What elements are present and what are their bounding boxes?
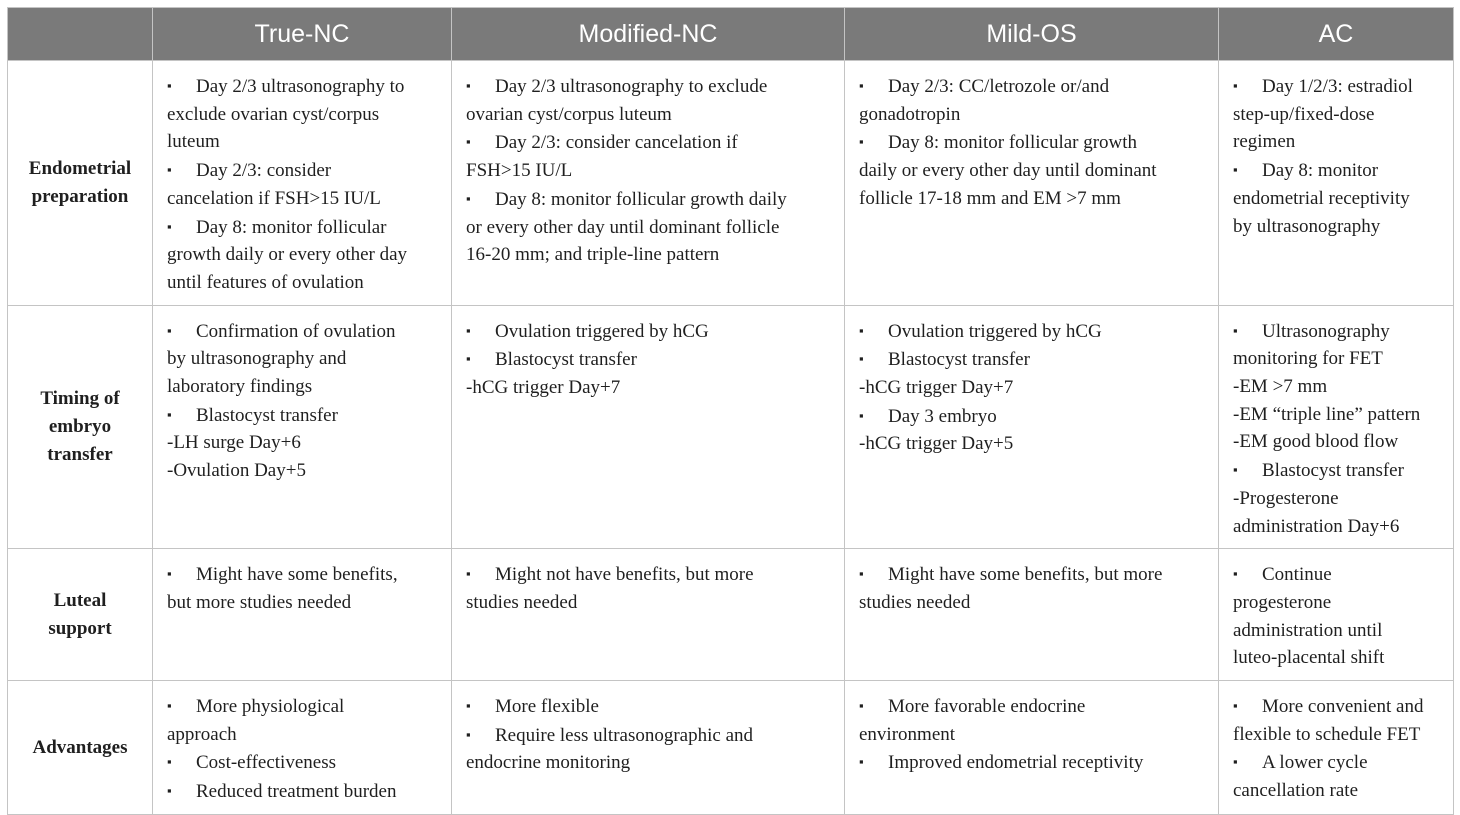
cell-text-line: but more studies needed bbox=[167, 591, 352, 613]
table-cell bbox=[845, 305, 1219, 549]
cell-text-line: luteum bbox=[167, 131, 220, 153]
row-advantages bbox=[8, 681, 1454, 815]
bullet-item: ▪ Day 2/3: consider bbox=[167, 156, 441, 185]
row-label-line: Endometrial bbox=[28, 158, 132, 180]
table-cell bbox=[153, 305, 452, 549]
cell-text-line: environment bbox=[859, 723, 956, 745]
bullet-item: ▪ Day 3 embryo bbox=[859, 402, 1208, 431]
table-cell bbox=[1219, 305, 1454, 549]
cell-text-line: -EM “triple line” pattern bbox=[1233, 403, 1421, 425]
bullet-item: ▪ Blastocyst transfer bbox=[466, 345, 834, 374]
cell-text-line: FSH>15 IU/L bbox=[466, 160, 573, 182]
row-label-line: support bbox=[48, 617, 112, 639]
bullet-item: ▪ Cost-effectiveness bbox=[167, 748, 441, 777]
table-cell bbox=[153, 61, 452, 306]
cell-text-line: regimen bbox=[1233, 131, 1296, 153]
cell-text-line: -hCG trigger Day+7 bbox=[859, 377, 1014, 399]
table-cell bbox=[1219, 681, 1454, 815]
cell-text-line: administration until bbox=[1233, 619, 1383, 641]
header-row bbox=[8, 8, 1454, 61]
bullet-item: ▪ Day 2/3 ultrasonography to exclude bbox=[466, 72, 834, 101]
row-timing-of-embryo-transfer bbox=[8, 305, 1454, 549]
bullet-item: ▪ Day 2/3 ultrasonography to bbox=[167, 72, 441, 101]
cell-text-line: growth daily or every other day bbox=[167, 244, 408, 266]
cell-text-line: -Ovulation Day+5 bbox=[167, 460, 306, 482]
cell-text-line: progesterone bbox=[1233, 591, 1332, 613]
row-header bbox=[8, 61, 153, 306]
bullet-item: ▪ Day 2/3: consider cancelation if bbox=[466, 128, 834, 157]
cell-text-line: follicle 17-18 mm and EM >7 mm bbox=[859, 187, 1121, 209]
bullet-item: ▪ Day 8: monitor follicular growth bbox=[859, 128, 1208, 157]
bullet-item: ▪ Reduced treatment burden bbox=[167, 777, 441, 806]
cell-text-line: approach bbox=[167, 723, 237, 745]
header-mild-os: Mild-OS bbox=[845, 8, 1219, 61]
cell-text-line: gonadotropin bbox=[859, 103, 961, 125]
bullet-item: ▪ Require less ultrasonographic and bbox=[466, 721, 834, 750]
cell-text-line: -LH surge Day+6 bbox=[167, 432, 301, 454]
bullet-item: ▪ Might have some benefits, but more bbox=[859, 560, 1208, 589]
cell-text-line: until features of ovulation bbox=[167, 271, 364, 293]
cell-text-line: -Progesterone bbox=[1233, 487, 1339, 509]
bullet-item: ▪ Day 8: monitor follicular growth daily bbox=[466, 185, 834, 214]
table-cell bbox=[845, 549, 1219, 681]
bullet-item: ▪ Blastocyst transfer bbox=[1233, 456, 1443, 485]
cell-text-line: flexible to schedule FET bbox=[1233, 723, 1421, 745]
cell-text-line: endocrine monitoring bbox=[466, 752, 631, 774]
bullet-item: ▪ Might have some benefits, bbox=[167, 560, 441, 589]
bullet-item: ▪ Ovulation triggered by hCG bbox=[859, 317, 1208, 346]
bullet-item: ▪ Day 1/2/3: estradiol bbox=[1233, 72, 1443, 101]
bullet-item: ▪ Continue bbox=[1233, 560, 1443, 589]
bullet-item: ▪ More physiological bbox=[167, 692, 441, 721]
bullet-item: ▪ Might not have benefits, but more bbox=[466, 560, 834, 589]
cell-text-line: 16-20 mm; and triple-line pattern bbox=[466, 244, 720, 266]
row-endometrial-preparation bbox=[8, 61, 1454, 306]
cell-text-line: ovarian cyst/corpus luteum bbox=[466, 103, 672, 125]
bullet-item: ▪ More favorable endocrine bbox=[859, 692, 1208, 721]
cell-text-line: by ultrasonography and bbox=[167, 348, 347, 370]
header-true-nc: True-NC bbox=[153, 8, 452, 61]
bullet-item: ▪ More flexible bbox=[466, 692, 834, 721]
row-label-line: Luteal bbox=[53, 589, 107, 611]
row-header bbox=[8, 305, 153, 549]
bullet-item: ▪ Improved endometrial receptivity bbox=[859, 748, 1208, 777]
row-label-line: embryo bbox=[48, 416, 112, 438]
table-cell bbox=[845, 681, 1219, 815]
cell-text-line: -hCG trigger Day+5 bbox=[859, 433, 1014, 455]
table-cell bbox=[1219, 549, 1454, 681]
cell-text-line: monitoring for FET bbox=[1233, 348, 1383, 370]
cell-text-line: step-up/fixed-dose bbox=[1233, 103, 1375, 125]
cell-text-line: administration Day+6 bbox=[1233, 515, 1400, 537]
bullet-item: ▪ Day 2/3: CC/letrozole or/and bbox=[859, 72, 1208, 101]
bullet-item: ▪ Blastocyst transfer bbox=[167, 401, 441, 430]
bullet-item: ▪ Ultrasonography bbox=[1233, 317, 1443, 346]
row-header bbox=[8, 549, 153, 681]
table-cell bbox=[452, 549, 845, 681]
cell-text-line: endometrial receptivity bbox=[1233, 187, 1410, 209]
bullet-item: ▪ Blastocyst transfer bbox=[859, 345, 1208, 374]
table-cell bbox=[153, 681, 452, 815]
row-label-line: Timing of bbox=[40, 388, 120, 410]
table-cell bbox=[845, 61, 1219, 306]
row-label-line: preparation bbox=[31, 185, 129, 207]
comparison-table bbox=[7, 7, 1454, 815]
cell-text-line: luteo-placental shift bbox=[1233, 647, 1385, 669]
table-cell bbox=[452, 61, 845, 306]
cell-text-line: -hCG trigger Day+7 bbox=[466, 377, 621, 399]
row-header bbox=[8, 681, 153, 815]
cell-text-line: by ultrasonography bbox=[1233, 215, 1381, 237]
cell-text-line: studies needed bbox=[466, 591, 578, 613]
table-cell bbox=[153, 549, 452, 681]
cell-text-line: -EM >7 mm bbox=[1233, 376, 1328, 398]
bullet-item: ▪ Day 8: monitor follicular bbox=[167, 213, 441, 242]
header-ac: AC bbox=[1219, 8, 1454, 61]
header-corner bbox=[8, 8, 153, 61]
cell-text-line: or every other day until dominant follicle bbox=[466, 216, 780, 238]
row-label-line: Advantages bbox=[32, 736, 128, 758]
table-cell bbox=[452, 681, 845, 815]
cell-text-line: studies needed bbox=[859, 591, 971, 613]
bullet-item: ▪ More convenient and bbox=[1233, 692, 1443, 721]
cell-text-line: exclude ovarian cyst/corpus bbox=[167, 103, 380, 125]
header-modified-nc: Modified-NC bbox=[452, 8, 845, 61]
bullet-item: ▪ Day 8: monitor bbox=[1233, 156, 1443, 185]
row-label-line: transfer bbox=[47, 443, 113, 465]
cell-text-line: cancellation rate bbox=[1233, 780, 1359, 802]
cell-text-line: -EM good blood flow bbox=[1233, 431, 1399, 453]
cell-text-line: cancelation if FSH>15 IU/L bbox=[167, 187, 381, 209]
cell-text-line: daily or every other day until dominant bbox=[859, 160, 1157, 182]
bullet-item: ▪ Ovulation triggered by hCG bbox=[466, 317, 834, 346]
bullet-item: ▪ A lower cycle bbox=[1233, 748, 1443, 777]
table-cell bbox=[452, 305, 845, 549]
row-luteal-support bbox=[8, 549, 1454, 681]
cell-text-line: laboratory findings bbox=[167, 376, 313, 398]
table-cell bbox=[1219, 61, 1454, 306]
bullet-item: ▪ Confirmation of ovulation bbox=[167, 317, 441, 346]
